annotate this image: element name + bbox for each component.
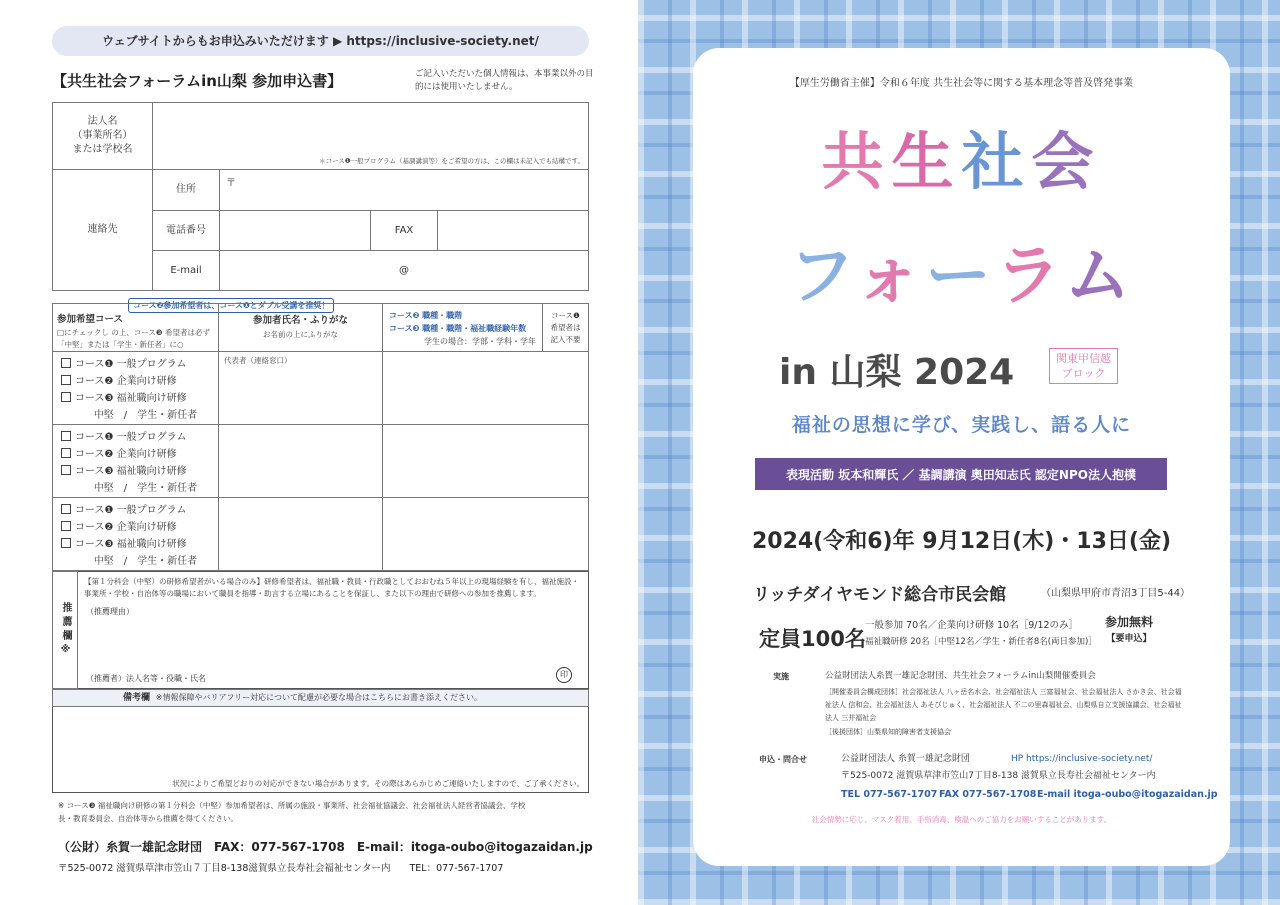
in-yamanashi-2024: in 山梨 2024 [779, 352, 1015, 393]
course-option-3[interactable] [61, 463, 210, 480]
course-option-label: コース❶ 一般プログラム [75, 359, 187, 370]
course-option-1[interactable] [61, 429, 210, 446]
checkbox-icon[interactable] [61, 538, 71, 548]
remarks-footer: 状況によりご希望どおりの対応ができない場合があります。その際はあらかじめご連絡いたしますので、ご了承ください。 [172, 779, 584, 788]
recommendation-text: 【第１分科会（中堅）の研修希望者がいる場合のみ】研修希望者は、福祉職・教員・行政職としておおむね５年以上の現場経験を有し、福祉施設・事業所・学校・自治体等の職場において職員を指導・助言する立場にあることを保証し、また以下の理由で研修への参加を推薦します。 [84, 577, 579, 598]
venue-address: （山梨県甲府市青沼3丁目5-44） [1041, 588, 1191, 599]
checkbox-icon[interactable] [61, 375, 71, 385]
flyer-page [638, 0, 1280, 905]
checkbox-icon[interactable] [61, 392, 71, 402]
flyer-card [693, 48, 1230, 866]
org-label: 法人名 （事業所名） または学校名 [52, 102, 153, 170]
col-note-header: コース❶ 希望者は 記入不要 [542, 303, 589, 352]
contact-label: 連絡先 [52, 169, 153, 291]
job-header-line2: コース❸ 職種・職階・福祉職経験年数 [389, 324, 527, 333]
name-header-sub: お名前の上にふりがな [263, 329, 338, 339]
free-label: 参加無料 [1105, 615, 1154, 629]
capacity-detail [865, 618, 1097, 650]
capacity-detail-2: 福祉職研修 20名［中堅12名／学生・新任者8名(両日参加)］ [865, 637, 1097, 647]
course3-footnote: ※ コース❸ 福祉職向け研修の第１分科会（中堅）参加希望者は、所属の施設・事業所、社会福祉協議会、社会福祉法人経営者協議会、学校長・教育委員会、自治体等から推薦を得てください。 [58, 801, 526, 823]
apply-email[interactable]: E-mail itoga-oubo@itogazaidan.jp [1037, 789, 1218, 800]
course-option-label: コース❶ 一般プログラム [75, 432, 187, 443]
fax-label: FAX [370, 210, 438, 251]
privacy-note: ご記入いただいた個人情報は、本事業以外の目的には使用いたしません。 [415, 69, 594, 92]
foundation-address: 〒525-0072 滋賀県草津市笠山７丁目8-138滋賀県立長寿社会福祉センター内 TEL：077-567-1707 [58, 863, 504, 874]
participant-job-field[interactable] [382, 351, 589, 425]
course-option-label: コース❸ 福祉職向け研修 [75, 466, 187, 477]
participant-name-field[interactable] [218, 424, 383, 498]
checkbox-icon[interactable] [61, 521, 71, 531]
free-admission [1105, 614, 1153, 648]
covid-notice: 社会情勢に応じ、マスク着用、手指消毒、検温へのご協力をお願いすることがあります。 [811, 815, 1112, 824]
support-org: ［後援団体］山梨県知的障害者支援協会 [825, 728, 951, 736]
title-char-1: 共 [821, 125, 892, 198]
course3-choice[interactable]: 中堅 / 学生・新任者 [93, 556, 198, 567]
seal-mark: 印 [556, 667, 572, 683]
course3-choice[interactable]: 中堅 / 学生・新任者 [93, 410, 198, 421]
title-char-4: 会 [1031, 125, 1102, 198]
participant-name-field[interactable] [218, 497, 383, 571]
course-option-2[interactable] [61, 519, 210, 536]
course-option-label: コース❷ 企業向け研修 [75, 522, 177, 533]
name-header-title: 参加者氏名・ふりがな [252, 314, 348, 326]
title-kana-4: ラ [995, 237, 1065, 314]
capacity-detail-1: 一般参加 70名／企業向け研修 10名［9/12のみ］ [865, 620, 1079, 631]
checkbox-icon[interactable] [61, 431, 71, 441]
course-option-label: コース❸ 福祉職向け研修 [75, 539, 187, 550]
remarks-note: ※情報保障やバリアフリー対応について配慮が必要な場合はこちらにお書き添えください。 [155, 693, 482, 702]
col-job-header [382, 303, 543, 352]
course-option-label: コース❶ 一般プログラム [75, 505, 187, 516]
address-field[interactable] [219, 169, 589, 211]
recommendation-side-label: 推薦欄※ [52, 571, 78, 689]
checkbox-icon[interactable] [61, 465, 71, 475]
org-note: ＊コース❶一般プログラム（基調講演等）をご希望の方は、この欄は未記入でも結構です。 [319, 157, 584, 165]
course-option-label: コース❷ 企業向け研修 [75, 449, 177, 460]
course-option-3[interactable] [61, 390, 210, 407]
title-char-2: 生 [891, 125, 962, 198]
remarks-header [52, 689, 589, 707]
course-header-title: 参加希望コース [57, 314, 124, 325]
representative-label: 代表者（連絡窓口） [224, 356, 292, 365]
job-header-line3: 学生の場合：学部・学科・学年 [424, 337, 536, 346]
capacity: 定員100名 [759, 627, 866, 651]
title-kana-3: ー [925, 237, 996, 314]
course-select-cell [52, 424, 219, 498]
recommendation-reason: （推薦理由） [86, 607, 134, 616]
checkbox-icon[interactable] [61, 358, 71, 368]
checkbox-icon[interactable] [61, 448, 71, 458]
phone-label: 電話番号 [152, 210, 220, 251]
address-label: 住所 [152, 169, 220, 211]
course-option-2[interactable] [61, 446, 210, 463]
foundation-contact: （公財）糸賀一雄記念財団 FAX：077-567-1708 E-mail：itoga-oubo@itogazaidan.jp [58, 840, 593, 854]
apply-address: 〒525-0072 滋賀県草津市笠山7丁目8-138 滋賀県立長寿社会福祉センター内 [841, 771, 1156, 781]
phone-field[interactable] [219, 210, 371, 251]
email-label: E-mail [152, 250, 220, 291]
subtitle: 福祉の思想に学び、実践し、語る人に [791, 414, 1132, 436]
recommender-sign: （推薦者）法人名等・役職・氏名 [86, 674, 206, 683]
course3-choice[interactable]: 中堅 / 学生・新任者 [93, 483, 198, 494]
title-line-2 [693, 238, 1230, 314]
title-kana-1: フ [788, 237, 856, 314]
sponsor-line: 【厚生労働省主催】令和６年度 共生社会等に関する基本理念等普及啓発事業 [789, 78, 1134, 89]
at-mark: @ [399, 264, 409, 276]
apply-org: 公益財団法人 糸賀一雄記念財団 [841, 754, 970, 764]
course-option-label: コース❸ 福祉職向け研修 [75, 393, 187, 404]
job-header-line1: コース❷ 職種・職階 [389, 311, 463, 320]
course-option-3[interactable] [61, 536, 210, 553]
apply-hp-link[interactable]: HP https://inclusive-society.net/ [1011, 754, 1153, 764]
course-header-sub: □にチェックし の上、コース❸ 希望者は必ず「中堅」または「学生・新任者」に○ [57, 328, 210, 349]
course-select-cell [52, 351, 219, 425]
course-select-cell [52, 497, 219, 571]
organizer-text: 公益財団法人糸賀一雄記念財団、共生社会フォーラムin山梨開催委員会 [825, 671, 1096, 681]
form-title: 【共生社会フォーラムin山梨 参加申込書】 [52, 72, 343, 90]
course-option-label: コース❷ 企業向け研修 [75, 376, 177, 387]
col-course-header [52, 303, 219, 352]
block-badge [1049, 348, 1118, 384]
course-option-1[interactable] [61, 356, 210, 373]
title-kana-2: ォ [855, 237, 926, 314]
application-form-page [0, 0, 638, 905]
fax-field[interactable] [437, 210, 589, 251]
organizer-label: 実施 [773, 672, 789, 681]
course-option-2[interactable] [61, 373, 210, 390]
title-line-1 [693, 126, 1230, 198]
col-name-header [218, 303, 383, 352]
course-option-1[interactable] [61, 502, 210, 519]
checkbox-icon[interactable] [61, 504, 71, 514]
participant-job-field[interactable] [382, 497, 589, 571]
email-field[interactable] [219, 250, 589, 291]
apply-label: 申込・問合せ [759, 755, 807, 764]
postal-mark: 〒 [226, 178, 236, 189]
venue-name: リッチダイヤモンド総合市民会館 [753, 585, 1007, 605]
block-badge-line2: ブロック [1061, 367, 1106, 380]
event-date: 2024(令和6)年 9月12日(木)・13日(金) [751, 529, 1172, 554]
web-apply-note[interactable]: ウェブサイトからもお申込みいただけます ▶ https://inclusive-society.net/ [52, 26, 589, 56]
speakers-band: 表現活動 坂本和輝氏 ／ 基調講演 奥田知志氏 認定NPO法人抱樸 [755, 458, 1167, 490]
remarks-title: 備考欄 [123, 693, 151, 703]
committee-members: ［開催委員会構成団体］社会福祉法人 八ヶ岳名水会、社会福祉法人 三富福祉会、社会福祉法人 さかき会、社会福祉法人 信和会、社会福祉法人 あそびじゅく、社会福祉法人 不二の里森福祉会、山梨県自立支援協議会、社会福祉法人 三井福祉会 [825, 688, 1182, 722]
participant-name-field[interactable] [218, 351, 383, 425]
apply-fax: FAX 077-567-1708 [939, 789, 1037, 800]
title-kana-5: ム [1064, 237, 1135, 314]
title-char-3: 社 [961, 125, 1032, 198]
double-course-tag: コース❷参加希望者は、コース❶とダブル受講を推奨！ [128, 298, 334, 313]
block-badge-line1: 関東甲信越 [1056, 352, 1111, 365]
org-name-field[interactable] [152, 102, 589, 170]
free-sub: 【要申込】 [1106, 634, 1152, 644]
participant-job-field[interactable] [382, 424, 589, 498]
apply-tel: TEL 077-567-1707 [841, 789, 938, 800]
